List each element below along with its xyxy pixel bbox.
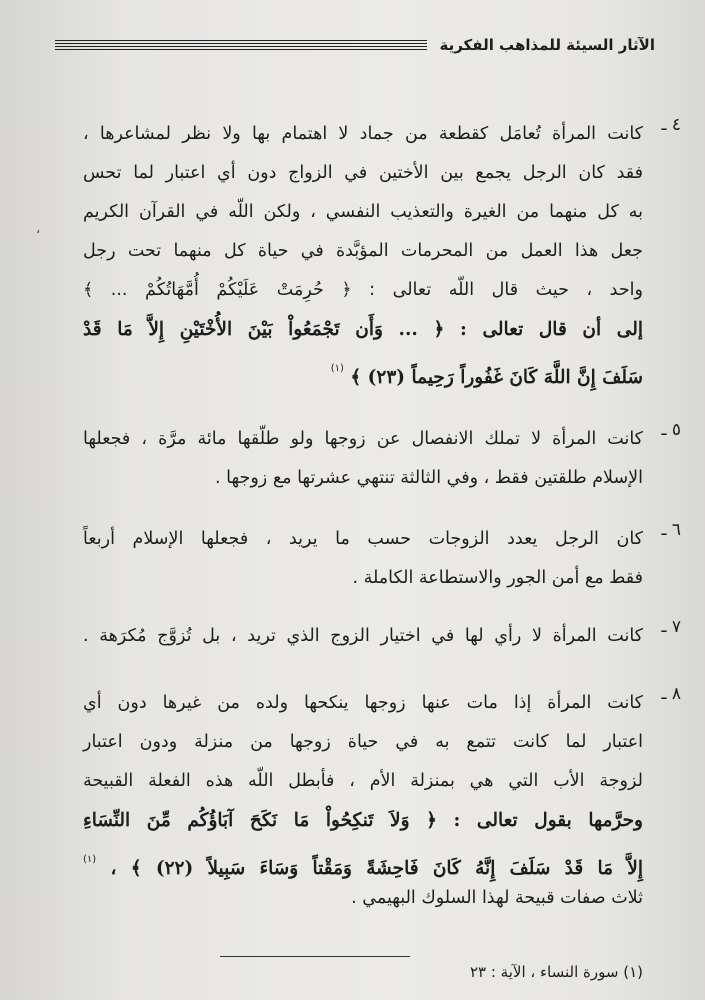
footnote: (١) سورة النساء ، الآية : ٢٣: [469, 963, 643, 981]
text-line: جعل هذا العمل من المحرمات المؤبَّدة في حياة كل منهما تحت رجل: [83, 241, 643, 261]
item-number: ٦ ـ: [661, 520, 681, 540]
text-line: اعتبار لما كانت تتمع به في حياة زوجها من منزلة ودون اعتبار: [83, 732, 643, 752]
text-line: فقد كان الرجل يجمع بين الأختين في الزواج دون أي اعتبار لما تحس: [83, 163, 643, 183]
quran-verse-text: سَلَفَ إِنَّ اللَّهَ كَانَ غَفُوراً رَحِيماً (٢٣) ﴾: [350, 367, 643, 388]
quran-verse-line: [83, 349, 643, 388]
text-line: الإسلام طلقتين فقط ، وفي الثالثة تنتهي عشرتها مع زوجها .: [215, 468, 643, 488]
text-line: كان الرجل يعدد الزوجات حسب ما يريد ، فجعلها الإسلام أربعاً: [83, 529, 643, 549]
quran-verse-line: [83, 840, 643, 879]
margin-mark: ،: [36, 222, 41, 237]
list-item-6: [83, 520, 681, 598]
list-item-7: [83, 617, 681, 656]
list-item-4: [83, 115, 681, 388]
item-number: ٥ ـ: [661, 420, 681, 440]
text-line: كانت المرأة إذا مات عنها زوجها ينكحها ولده من غيرها دون أي: [83, 693, 643, 713]
quran-verse-line: وحرَّمها بقول تعالى : ﴿ وَلاَ تَنكِحُواْ مَا نَكَحَ آبَاؤُكُم مِّنَ النِّسَاءِ: [83, 810, 643, 831]
text-line: كانت المرأة لا تملك الانفصال عن زوجها ولو طلّقها مائة مرَّة ، فجعلها: [83, 429, 643, 449]
list-item-5: [83, 420, 681, 498]
text-line: ثلاث صفات قبيحة لهذا السلوك البهيمي .: [351, 888, 643, 908]
list-item-8: [83, 684, 681, 918]
text-line: كانت المرأة تُعامَل كقطعة من جماد لا اهتمام بها ولا نظر لمشاعرها ،: [83, 124, 643, 144]
item-number: ٧ ـ: [661, 617, 681, 637]
quran-verse-line: إلى أن قال تعالى : ﴿ ... وَأَن تَجْمَعُواْ بَيْنَ الأُخْتَيْنِ إِلاَّ مَا قَدْ: [83, 319, 643, 340]
text-line: كانت المرأة لا رأي لها في اختيار الزوج الذي تريد ، بل تُزوَّج مُكرَهة .: [83, 626, 643, 646]
footnote-ref: (١): [83, 854, 97, 865]
footnote-ref: (١): [330, 363, 344, 374]
quran-verse-text: إِلاَّ مَا قَدْ سَلَفَ إِنَّهُ كَانَ فَاحِشَةً وَمَقْتاً وَسَاءَ سَبِيلاً (٢٢) ﴾ ،: [110, 858, 643, 879]
item-number: ٨ ـ: [661, 684, 681, 704]
running-header: [55, 30, 655, 60]
text-line: به كل منهما من الغيرة والتعذيب النفسي ، ولكن اللّه في القرآن الكريم: [83, 202, 643, 222]
text-line: واحد ، حيث قال اللّه تعالى : ﴿ حُرِمَتْ عَلَيْكُمْ أُمَّهَاتُكُمْ ... ﴾: [83, 280, 643, 300]
header-title: الآثار السيئة للمذاهب الفكرية: [439, 36, 655, 54]
footnote-divider: [220, 956, 410, 957]
header-rule-lines: [55, 40, 427, 51]
text-line: فقط مع أمن الجور والاستطاعة الكاملة .: [352, 568, 643, 588]
text-line: لزوجة الأب التي هي بمنزلة الأم ، فأبطل اللّه هذه الفعلة القبيحة: [83, 771, 643, 791]
item-number: ٤ ـ: [661, 115, 681, 135]
